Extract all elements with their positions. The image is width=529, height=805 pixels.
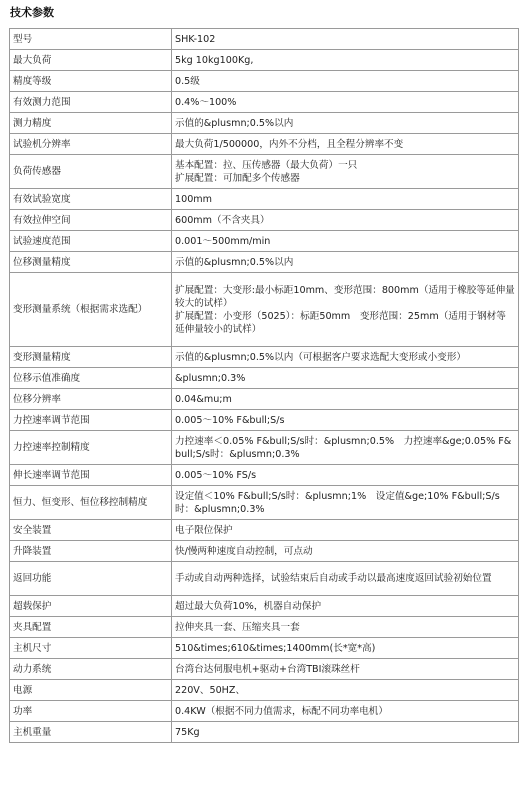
spec-value: [172, 189, 519, 210]
spec-label: 恒力、恒变形、恒位移控制精度: [10, 486, 172, 520]
spec-row: [10, 486, 519, 520]
spec-label: 试验速度范围: [10, 231, 172, 252]
spec-value-line: 75Kg: [175, 726, 200, 738]
spec-label: 夹具配置: [10, 617, 172, 638]
spec-row: [10, 541, 519, 562]
spec-row: [10, 520, 519, 541]
spec-value-line: 100mm: [175, 193, 213, 205]
spec-value: [172, 273, 519, 347]
spec-row: [10, 562, 519, 596]
spec-value-line: 快/慢两种速度自动控制，可点动: [175, 545, 313, 557]
spec-value: [172, 231, 519, 252]
spec-label: 电源: [10, 680, 172, 701]
spec-row: [10, 368, 519, 389]
spec-value: [172, 562, 519, 596]
spec-value-line: 示值的&plusmn;0.5%以内: [175, 117, 294, 129]
spec-value-line: 最大负荷1/500000，内外不分档，且全程分辨率不变: [175, 138, 404, 150]
spec-value-line: 扩展配置：小变形（5025）：标距50mm 变形范围：25mm（适用于钢材等延伸量较小的试样）: [175, 310, 506, 335]
spec-value: [172, 659, 519, 680]
spec-value: [172, 134, 519, 155]
spec-label: 主机尺寸: [10, 638, 172, 659]
spec-label: 安全装置: [10, 520, 172, 541]
spec-row: [10, 701, 519, 722]
spec-value: [172, 71, 519, 92]
spec-value-line: 扩展配置：大变形:最小标距10mm、变形范围：800mm（适用于橡胶等延伸量较大的试样）: [175, 284, 515, 309]
spec-label: 位移示值准确度: [10, 368, 172, 389]
spec-row: [10, 347, 519, 368]
spec-value-line: 示值的&plusmn;0.5%以内（可根据客户要求选配大变形或小变形）: [175, 351, 467, 363]
spec-value: [172, 486, 519, 520]
spec-value: [172, 541, 519, 562]
spec-label: 升降装置: [10, 541, 172, 562]
spec-value: [172, 368, 519, 389]
spec-value: [172, 50, 519, 71]
spec-row: [10, 638, 519, 659]
spec-value-line: 超过最大负荷10%，机器自动保护: [175, 600, 322, 612]
spec-value: [172, 680, 519, 701]
spec-row: [10, 389, 519, 410]
spec-value-line: 电子限位保护: [175, 524, 233, 536]
spec-label: 负荷传感器: [10, 155, 172, 189]
spec-label: 精度等级: [10, 71, 172, 92]
spec-row: [10, 71, 519, 92]
spec-value: [172, 210, 519, 231]
spec-value-line: 0.005～10% F&bull;S/s: [175, 414, 285, 426]
spec-value: [172, 347, 519, 368]
spec-label: 变形测量系统（根据需求选配）: [10, 273, 172, 347]
spec-value: [172, 701, 519, 722]
spec-table: [9, 28, 519, 743]
spec-label: 最大负荷: [10, 50, 172, 71]
spec-label: 动力系统: [10, 659, 172, 680]
spec-row: [10, 189, 519, 210]
spec-value-line: 510&times;610&times;1400mm(长*宽*高): [175, 642, 376, 654]
spec-row: [10, 273, 519, 347]
spec-value: [172, 252, 519, 273]
spec-value: [172, 596, 519, 617]
spec-value: [172, 113, 519, 134]
spec-value-line: 0.4%～100%: [175, 96, 237, 108]
spec-row: [10, 134, 519, 155]
spec-value: [172, 520, 519, 541]
spec-label: 有效拉伸空间: [10, 210, 172, 231]
spec-row: [10, 410, 519, 431]
spec-row: [10, 92, 519, 113]
spec-label: 力控速率调节范围: [10, 410, 172, 431]
spec-value-line: 示值的&plusmn;0.5%以内: [175, 256, 294, 268]
spec-value-line: 0.001～500mm/min: [175, 235, 271, 247]
spec-label: 有效测力范围: [10, 92, 172, 113]
spec-value-line: &plusmn;0.3%: [175, 372, 246, 384]
spec-value: [172, 389, 519, 410]
spec-row: [10, 50, 519, 71]
spec-label: 型号: [10, 29, 172, 50]
spec-value-line: SHK-102: [175, 33, 216, 45]
spec-value: [172, 722, 519, 743]
spec-value: [172, 617, 519, 638]
spec-row: [10, 155, 519, 189]
spec-value-line: 5kg 10kg100Kg,: [175, 54, 254, 66]
spec-label: 试验机分辨率: [10, 134, 172, 155]
spec-row: [10, 29, 519, 50]
spec-row: [10, 680, 519, 701]
spec-value-line: 力控速率＜0.05% F&bull;S/s时：&plusmn;0.5% 力控速率&ge;0.05% F&bull;S/s时：&plusmn;0.3%: [175, 435, 512, 460]
spec-value-line: 设定值＜10% F&bull;S/s时：&plusmn;1% 设定值&ge;10% F&bull;S/s时：&plusmn;0.3%: [175, 490, 500, 515]
spec-row: [10, 113, 519, 134]
spec-table-body: [10, 29, 519, 743]
spec-row: [10, 231, 519, 252]
spec-value-line: 0.005～10% FS/s: [175, 469, 257, 481]
spec-label: 伸长速率调节范围: [10, 465, 172, 486]
spec-row: [10, 617, 519, 638]
spec-value: [172, 410, 519, 431]
spec-label: 测力精度: [10, 113, 172, 134]
spec-value-line: 220V、50HZ、: [175, 684, 246, 696]
spec-row: [10, 596, 519, 617]
spec-value-line: 0.5级: [175, 75, 200, 87]
spec-label: 力控速率控制精度: [10, 431, 172, 465]
spec-value: [172, 29, 519, 50]
spec-label: 位移测量精度: [10, 252, 172, 273]
spec-row: [10, 722, 519, 743]
spec-value: [172, 92, 519, 113]
spec-value-line: 基本配置：拉、压传感器（最大负荷）一只: [175, 159, 358, 171]
spec-value: [172, 465, 519, 486]
spec-label: 返回功能: [10, 562, 172, 596]
spec-row: [10, 659, 519, 680]
spec-row: [10, 431, 519, 465]
spec-label: 主机重量: [10, 722, 172, 743]
spec-value: [172, 155, 519, 189]
spec-row: [10, 465, 519, 486]
spec-value-line: 拉伸夹具一套、压缩夹具一套: [175, 621, 300, 633]
spec-value-line: 0.4KW（根据不同力值需求，标配不同功率电机）: [175, 705, 388, 717]
spec-value: [172, 638, 519, 659]
spec-value-line: 手动或自动两种选择，试验结束后自动或手动以最高速度返回试验初始位置: [175, 573, 492, 584]
spec-row: [10, 252, 519, 273]
page-heading: 技术参数: [10, 6, 54, 19]
spec-label: 有效试验宽度: [10, 189, 172, 210]
spec-value-line: 台湾台达伺服电机+驱动+台湾TBI滚珠丝杆: [175, 663, 360, 675]
spec-label: 位移分辨率: [10, 389, 172, 410]
spec-value-line: 扩展配置：可加配多个传感器: [175, 172, 300, 184]
spec-value-line: 600mm（不含夹具）: [175, 214, 270, 226]
spec-label: 超载保护: [10, 596, 172, 617]
spec-row: [10, 210, 519, 231]
spec-value: [172, 431, 519, 465]
spec-label: 变形测量精度: [10, 347, 172, 368]
spec-label: 功率: [10, 701, 172, 722]
spec-value-line: 0.04&mu;m: [175, 393, 232, 405]
